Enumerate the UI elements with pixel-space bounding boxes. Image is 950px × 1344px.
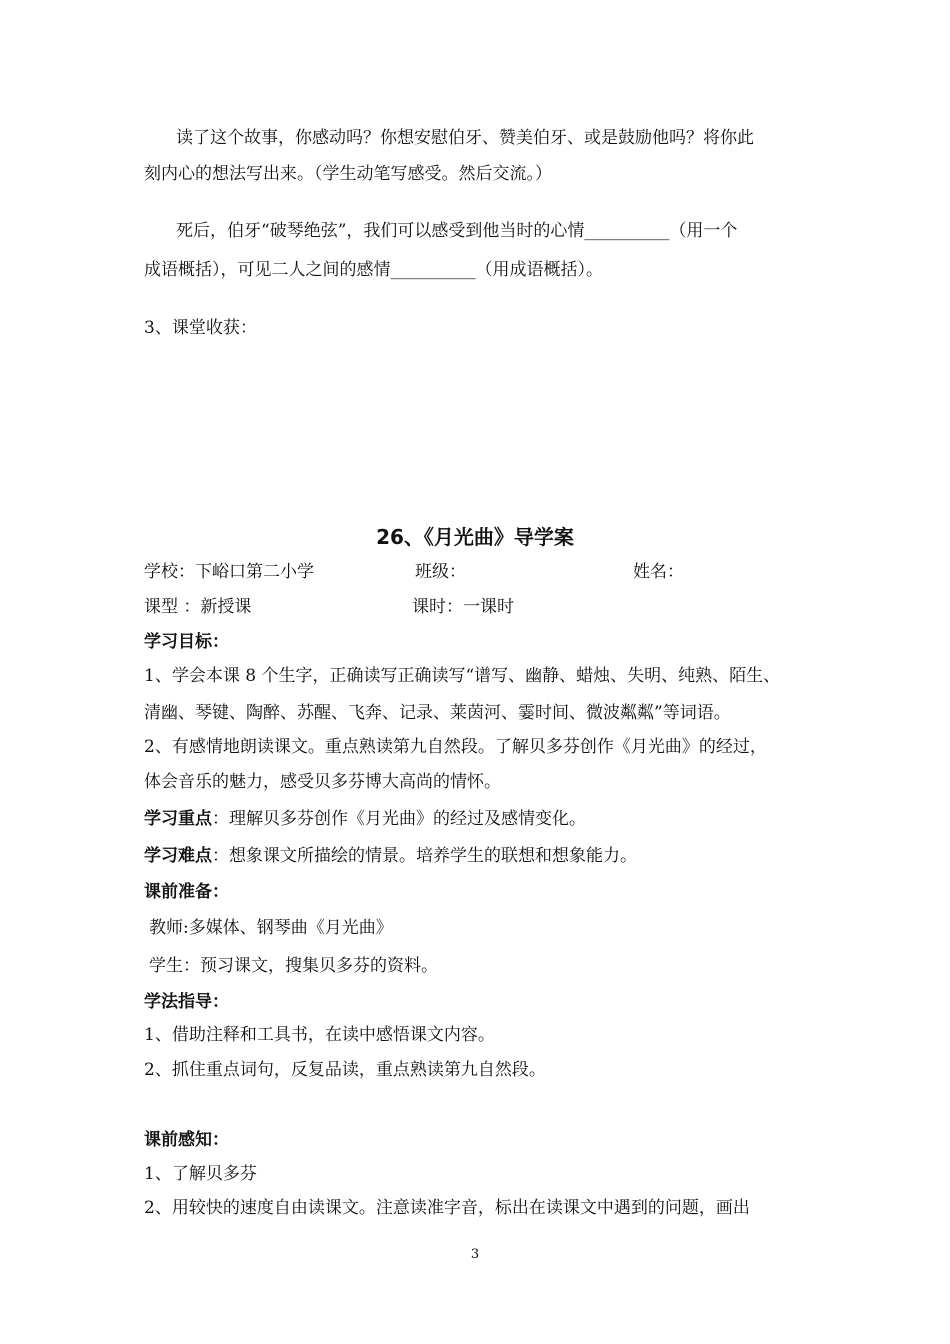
paragraph-reflection-line2: 刻内心的想法写出来。（学生动笔写感受。然后交流。） bbox=[144, 164, 552, 184]
class-field: 班级： bbox=[415, 562, 466, 582]
preparation-student: 学生：预习课文，搜集贝多芬的资料。 bbox=[149, 956, 438, 976]
key-point-label: 学习重点 bbox=[144, 809, 212, 829]
objective-2-line2: 体会音乐的魅力，感受贝多芬博大高尚的情怀。 bbox=[144, 772, 501, 792]
paragraph-fill-blank-line2: 成语概括），可见二人之间的感情__________（用成语概括）。 bbox=[144, 260, 603, 280]
paragraph-fill-blank-line1: 死后，伯牙“破琴绝弦”，我们可以感受到他当时的心情__________（用一个 bbox=[176, 221, 738, 241]
preparation-teacher: 教师:多媒体、钢琴曲《月光曲》 bbox=[149, 918, 393, 938]
preview-heading: 课前感知： bbox=[144, 1130, 229, 1150]
paragraph-reflection-line1: 读了这个故事，你感动吗？你想安慰伯牙、赞美伯牙、或是鼓励他吗？将你此 bbox=[176, 128, 754, 148]
method-item-1: 1、借助注释和工具书，在读中感悟课文内容。 bbox=[144, 1025, 495, 1045]
page-number: 3 bbox=[470, 1247, 480, 1262]
preparation-heading: 课前准备： bbox=[144, 882, 229, 902]
method-item-2: 2、抓住重点词句，反复品读，重点熟读第九自然段。 bbox=[144, 1060, 546, 1080]
period-field: 课时：一课时 bbox=[412, 597, 514, 617]
objective-1-line2: 清幽、琴键、陶醉、苏醒、飞奔、记录、莱茵河、霎时间、微波粼粼”等词语。 bbox=[144, 703, 731, 723]
classroom-harvest-heading: 3、课堂收获： bbox=[144, 318, 257, 338]
preview-item-2: 2、用较快的速度自由读课文。注意读准字音，标出在读课文中遇到的问题，画出 bbox=[144, 1198, 750, 1218]
method-heading: 学法指导： bbox=[144, 992, 229, 1012]
lesson-title: 26、《月光曲》导学案 bbox=[376, 525, 574, 549]
objective-1-line1: 1、学会本课 8 个生字，正确读写正确读写“谱写、幽静、蜡烛、失明、纯熟、陌生、 bbox=[144, 666, 781, 686]
difficulty-text: ：想象课文所描绘的情景。培养学生的联想和想象能力。 bbox=[212, 846, 637, 866]
key-point-row bbox=[144, 807, 586, 831]
course-type-field: 课型 ：新授课 bbox=[144, 597, 252, 617]
key-point-text: ：理解贝多芬创作《月光曲》的经过及感情变化。 bbox=[212, 809, 586, 829]
objective-2-line1: 2、有感情地朗读课文。重点熟读第九自然段。了解贝多芬创作《月光曲》的经过， bbox=[144, 737, 767, 757]
difficulty-row bbox=[144, 844, 637, 868]
difficulty-label: 学习难点 bbox=[144, 846, 212, 866]
preview-item-1: 1、了解贝多芬 bbox=[144, 1164, 257, 1184]
school-field: 学校：下峪口第二小学 bbox=[144, 562, 314, 582]
objectives-heading: 学习目标： bbox=[144, 632, 229, 652]
name-field: 姓名： bbox=[633, 562, 684, 582]
